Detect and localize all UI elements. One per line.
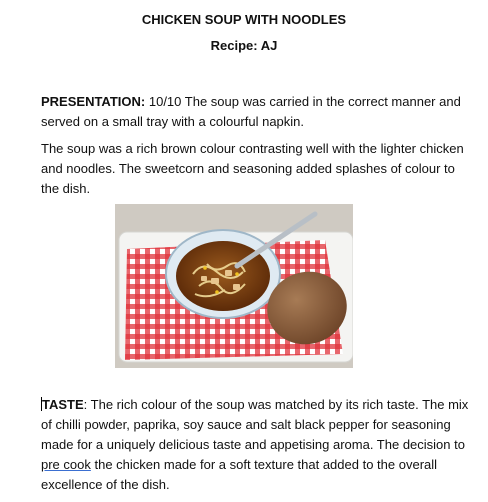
taste-heading: TASTE [42, 397, 84, 412]
spelling-flag[interactable]: pre cook [41, 457, 91, 472]
presentation-text: 10/10 The soup was carried in the correct manner and served on a small tray with a colourful napkin. [41, 94, 461, 129]
colour-paragraph: The soup was a rich brown colour contrasting well with the lighter chicken and noodles. The sweetcorn and seasoning added splashes of colour to the dish. [41, 141, 464, 196]
taste-text-after: the chicken made for a soft texture that added to the overall excellence of the dish. [41, 457, 438, 492]
taste-paragraph [41, 395, 471, 495]
soup-photo [115, 204, 353, 368]
presentation-heading: PRESENTATION: [41, 94, 146, 109]
recipe-title: CHICKEN SOUP WITH NOODLES [141, 12, 347, 27]
taste-text-before: : The rich colour of the soup was matched by its rich taste. The mix of chilli powder, paprika, soy sauce and salt black pepper for seasoning made for a uniquely delicious taste and appetising aroma. The decision to [41, 397, 469, 452]
recipe-author: Recipe: AJ [210, 38, 278, 53]
presentation-paragraph [41, 92, 471, 132]
